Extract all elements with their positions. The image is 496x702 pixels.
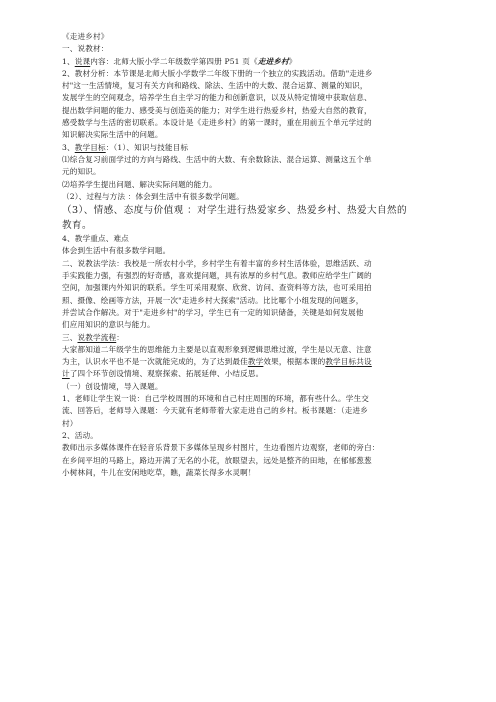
paragraph-line: 大家都知道二年级学生的思维能力主要是以直观形象到逻辑思维过渡，学生是以无意、注意 (62, 344, 372, 354)
document-title: 《走进乡村》 (62, 32, 109, 41)
paragraph-line: 村） (62, 418, 78, 428)
paragraph-line: 们应用知识的意识与能力。 (62, 320, 155, 330)
paragraph-line: 并尝试合作解决。对于"走进乡村"的学习，学生已有一定的知识储备，关键是如何发展他 (62, 307, 364, 317)
paragraph-line: （一）创设情境，导入课题。 (62, 381, 163, 391)
paragraph-line: 感受数学与生活的密切联系。本设计是《走进乡村》的第一课时，重在用前五个单元学过的 (62, 118, 372, 128)
paragraph-line: ⑵培养学生提出问题、解决实际问题的能力。 (62, 179, 217, 189)
link-shuoke[interactable]: 说课 (74, 56, 91, 66)
link-jiaoxue-mubiao-2[interactable]: 教学目标 (325, 357, 357, 367)
objectives-heading: 3、教学目标：（1）、知识与技能目标 (62, 142, 189, 152)
link-jiaoxue[interactable]: 教学 (247, 357, 264, 367)
paragraph-line: 2、教材分析：本节课是北师大版小学数学二年级下册的一个独立的实践活动。借助"走进乡 (62, 68, 373, 78)
paragraph-line: 1、老师让学生说一说：自己学校周围的环境和自己村庄周围的环境，都有些什么。学生交 (62, 394, 369, 404)
paragraph-line: 手实践能力强，有强烈的好奇感，喜欢提问题，具有浓厚的乡村气息。教师应给学生广阔的 (62, 271, 372, 281)
paragraph-line: （2）、过程与方法 ：体会到生活中有很多数学问题。 (62, 191, 244, 201)
paragraph-line: 流、回答后，老师导入课题：今天就有老师带着大家走进自己的乡村。板书课题：（走进乡 (62, 406, 368, 416)
paragraph-line: 知识解决实际生活中的问题。 (62, 130, 163, 140)
paragraph-line: 体会到生活中有很多数学问题。 (62, 246, 171, 256)
section-heading-1: 一、说教材： (62, 44, 109, 54)
paragraph-line: 计了四个环节创设情境、观察探索、拓展延伸、小结反思。 (62, 369, 264, 379)
paragraph-line: 小树林间，牛儿在安闲地吃草，瞧，蔬菜长得多水灵啊！ (62, 467, 256, 477)
paragraph-line: 4、教学重点、难点 (62, 234, 129, 244)
paragraph-line: ⑴综合复习前面学过的方向与路线、生活中的大数、有余数除法、混合运算、测量这五个单 (62, 154, 372, 164)
link-jiaoxue-liucheng[interactable]: 说教学流程 (77, 332, 117, 342)
paragraph-line: 2、活动。 (62, 430, 98, 440)
section-heading-3: 三、说教学流程： (62, 332, 124, 342)
paragraph-line: 教师出示多媒体课件在轻音乐背景下多媒体呈现乡村图片，生边看图片边观察，老师的旁白： (62, 443, 380, 453)
content-line: 1、说课内容：北师大版小学二年级数学第四册 P51 页《走进乡村》 (62, 56, 297, 66)
paragraph-line: 村"这一生活情境，复习有关方向和路线、除法、生活中的大数、混合运算、测量的知识， (62, 81, 368, 91)
link-jiaoxue-mubiao[interactable]: 教学目标 (74, 142, 106, 152)
paragraph-line: 提出数学问题的能力、感受美与创造美的能力；对学生进行热爱乡村，热爱大自然的教育， (62, 105, 372, 115)
paragraph-line: 在乡间平坦的马路上，路边开满了无名的小花，放眼望去，远处是整齐的田地，在郁郁葱葱 (62, 455, 372, 465)
paragraph-line-large: 教育。 (62, 220, 92, 232)
paragraph-line: 空间，加强课内外知识的联系。学生可采用观察、欣赏、访问、查资料等方法，也可采用拍 (62, 283, 372, 293)
section-heading-2: 二、说教法学法：我校是一所农村小学，乡村学生有着丰富的乡村生活体验，思维活跃、动 (62, 258, 372, 268)
paragraph-line-large: （3）、情感、态度与价值观 ：对学生进行热爱家乡、热爱乡村、热爱大自然的 (62, 205, 407, 217)
paragraph-line: 照、摄像、绘画等方法，开展一次"走进乡村大探索"活动。比比哪个小组发现的问题多， (62, 295, 364, 305)
paragraph-line: 元的知识。 (62, 167, 101, 177)
paragraph-line: 发展学生的空间观念，培养学生自主学习的能力和创新意识，以及从特定情境中获取信息、 (62, 93, 372, 103)
paragraph-line: 为主，认识水平也不是一次就能完成的，为了达到最佳教学效果，根据本课的教学目标共设 (62, 357, 372, 367)
